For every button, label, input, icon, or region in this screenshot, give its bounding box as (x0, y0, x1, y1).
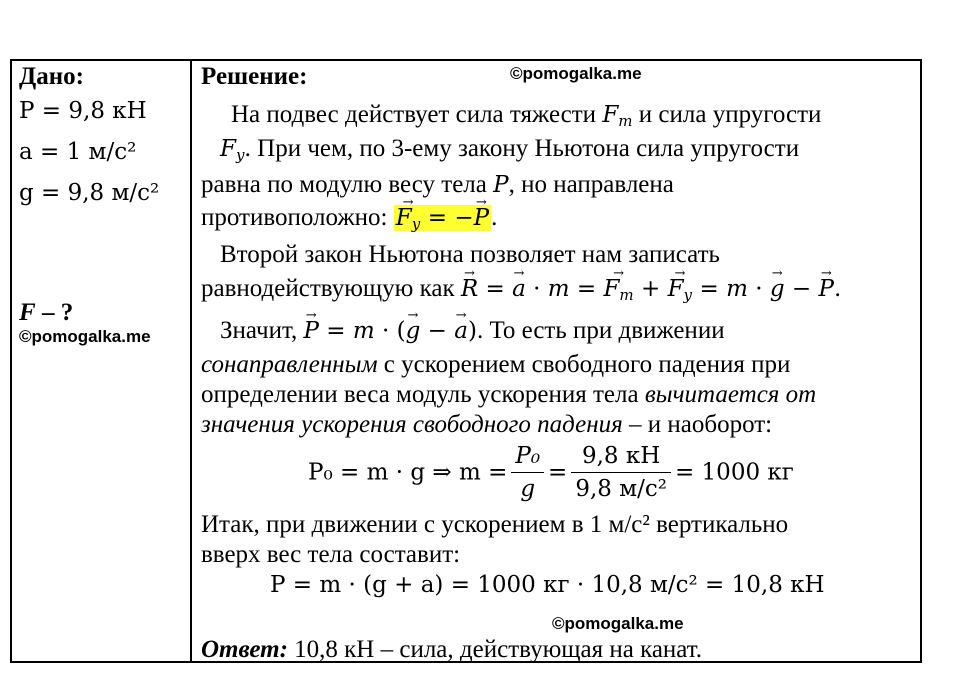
p2-line-1: Второй закон Ньютона позволяет нам записать (220, 241, 720, 268)
fraction-values: $\frac{9,8 кН}{\text{9,8 м/с²}}$ (571, 440, 671, 505)
p3-line-3: определении веса модуль ускорения тела вычитается от (201, 381, 817, 408)
watermark-bottom: ©pomogalka.me (552, 614, 684, 633)
p2-line-2: равнодействующую как → R = → a · m = → $F_т$ + → $F_у = m$ · → g − → P. (201, 274, 841, 304)
p3-line-1: Значит, → P = m · (→ g − → a). То есть при движении (220, 316, 725, 346)
gravity-force-symbol: $F_т$ (602, 102, 633, 130)
weight-symbol: P (493, 172, 509, 198)
elastic-force-symbol: $F_у$ (220, 136, 245, 164)
p1-line-3: равна по модулю весу тела P, но направлена (201, 171, 674, 198)
answer-line (201, 635, 702, 665)
fraction-p0-over-g: $\frac{\text{P₀}}{g}$ (511, 440, 544, 505)
given-line-3: g = 9,8 м/с² (19, 180, 160, 206)
watermark-top: ©pomogalka.me (510, 64, 642, 83)
p4-line-2: вверх вес тела составит: (201, 541, 461, 568)
p3-line-2: сонаправленным с ускорением свободного падения при (201, 351, 791, 378)
given-line-1: P = 9,8 кН (19, 98, 147, 124)
find-question: – ? (35, 299, 74, 326)
weight-formula: → P = m · (→ g − → a) (304, 318, 477, 344)
p4-line-1: Итак, при движении с ускорением в 1 м/с² вертикально (201, 511, 789, 538)
answer-text: 10,8 кН – сила, действующая на канат. (287, 636, 703, 663)
resultant-formula: → R = → a · m = → $F_т$ + → $F_у = m$ · → g − → P. (461, 276, 841, 302)
answer-label: Ответ: (201, 636, 288, 663)
watermark-left: ©pomogalka.me (19, 327, 151, 346)
mass-formula: P₀ = m · g ⇒ m = $\frac{\text{P₀}}{g}$ = $\frac{9,8 кН}{\text{9,8 м/с²}}$ = 1000 кг (308, 440, 794, 505)
column-divider (190, 59, 192, 663)
find-variable: F (19, 299, 36, 326)
p1-line-2: $F_у$. При чем, по 3-ему закону Ньютона сила упругости (220, 135, 800, 164)
highlighted-formula: → $F_у$ = −→ P (394, 205, 491, 231)
p1-line-1: На подвес действует сила тяжести $F_т$ и сила упругости (231, 101, 822, 130)
given-line-2: a = 1 м/с² (19, 139, 137, 165)
p3-line-4: значения ускорения свободного падения – и наоборот: (201, 411, 773, 438)
find-line (19, 298, 73, 328)
solution-title: Решение: (201, 63, 308, 90)
given-title: Дано: (19, 63, 84, 90)
p1-line-4: противоположно: → $F_у$ = −→ P. (201, 203, 497, 233)
final-weight-formula: P = m · (g + a) = 1000 кг · 10,8 м/с² = 10,8 кН (270, 572, 825, 598)
